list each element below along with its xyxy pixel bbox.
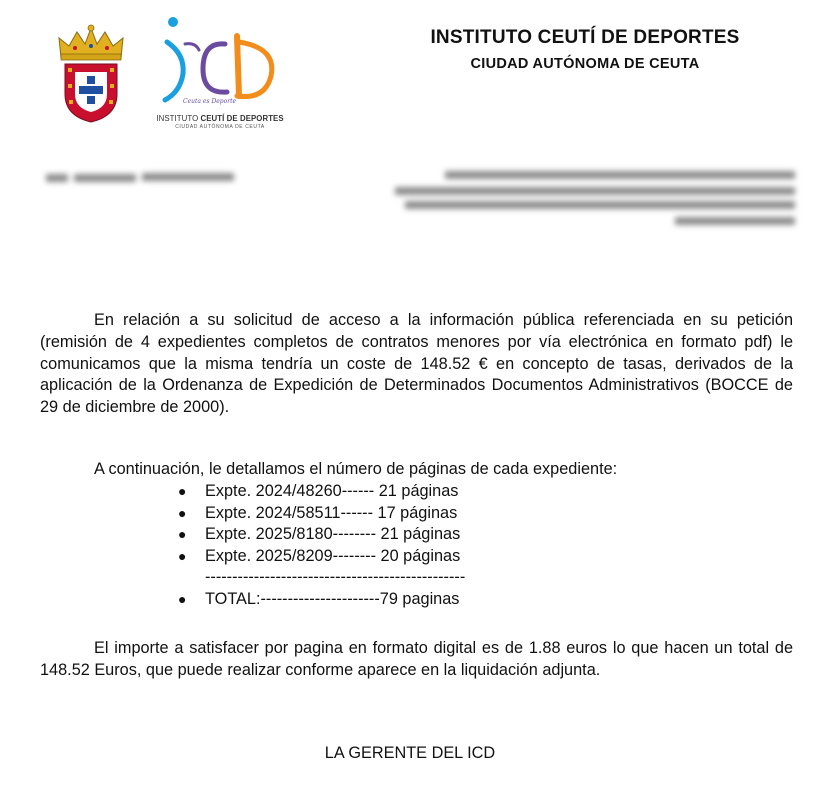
list-item-text: Expte. 2024/58511------ 17 páginas xyxy=(205,503,458,522)
redacted-recipient-name xyxy=(40,170,240,190)
bullet-icon: ● xyxy=(178,483,187,499)
paragraph-detail-intro: A continuación, le detallamos el número de páginas de cada expediente: xyxy=(94,460,618,478)
list-item xyxy=(178,524,465,546)
organization-subtitle: CIUDAD AUTÓNOMA DE CEUTA xyxy=(470,56,700,72)
organization-title: INSTITUTO CEUTÍ DE DEPORTES xyxy=(430,27,740,48)
ceuta-crest-logo xyxy=(55,24,127,124)
bullet-icon: ● xyxy=(178,590,187,607)
logo-name xyxy=(155,114,285,123)
logo-tagline: Ceuta es Deporte xyxy=(183,98,237,105)
logo-name-sub: CIUDAD AUTÓNOMA DE CEUTA xyxy=(175,124,265,130)
redacted-recipient-address xyxy=(385,165,805,235)
bullet-icon: ● xyxy=(178,547,187,564)
list-item-text: Expte. 2025/8209-------- 20 páginas xyxy=(205,546,461,565)
list-item xyxy=(178,546,465,568)
bullet-icon: ● xyxy=(178,504,187,521)
expedientes-list xyxy=(178,481,465,611)
total-text: TOTAL:----------------------79 paginas xyxy=(205,589,460,608)
logo-name-part1: INSTITUTO xyxy=(156,114,201,123)
list-item-text: Expte. 2024/48260------ 21 páginas xyxy=(205,482,459,500)
list-item-total xyxy=(178,589,465,611)
list-item xyxy=(178,481,465,503)
signature: LA GERENTE DEL ICD xyxy=(324,744,496,762)
logo-name-part2: CEUTÍ DE DEPORTES xyxy=(200,114,284,123)
paragraph-payment: El importe a satisfacer por pagina en formato digital es de 1.88 euros lo que hacen un total de 148.52 Euros, que puede realizar conforme aparece en la liquidación adjunta. xyxy=(40,639,793,679)
separator-line: ------------------------------------------------ xyxy=(205,568,466,587)
paragraph-request-cost: En relación a su solicitud de acceso a la información pública referenciada en su petición (remisión de 4 expedientes completos de contratos menores por vía electrónica en formato pdf) le comunicamos que la misma tendría un coste de 148.52 € en concepto de tasas, derivados de la aplicación de la Ordenanza de Expedición de Determinados Documentos Administrativos (BOCCE de 29 de diciembre de 2000). xyxy=(40,311,793,417)
bullet-icon: ● xyxy=(178,526,187,543)
icd-logo xyxy=(155,14,285,134)
list-item-text: Expte. 2025/8180-------- 21 páginas xyxy=(205,525,461,544)
list-item xyxy=(178,503,465,525)
